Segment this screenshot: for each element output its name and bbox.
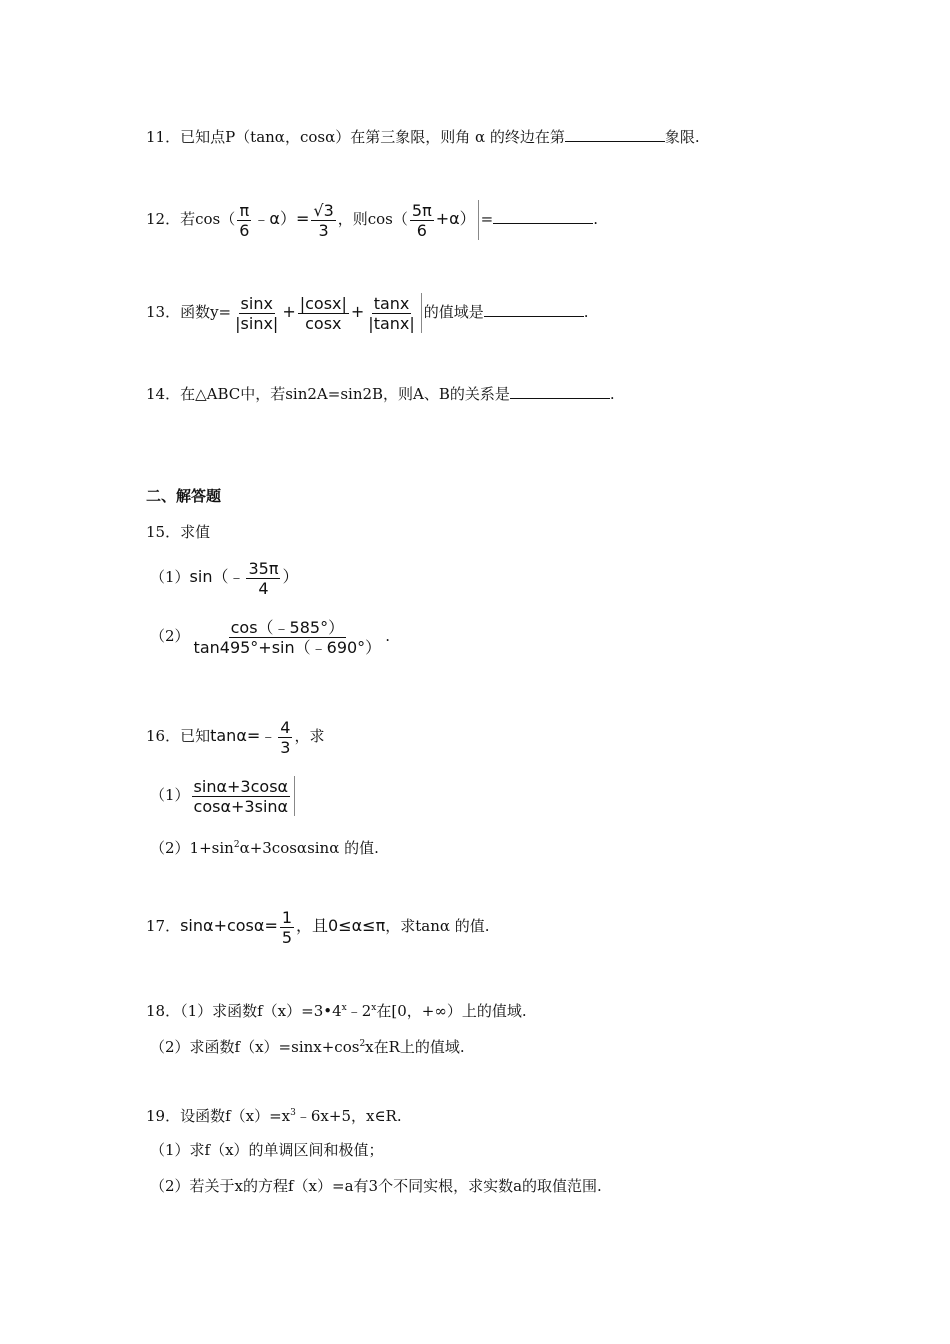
question-16 <box>146 714 324 758</box>
part-label: （1） <box>150 786 190 804</box>
q14-text: 14．在△ABC中，若sin2A=sin2B，则A、B的关系是 <box>146 385 510 403</box>
fraction-tanx: $\frac{\tan x}{|\tan x|}$ <box>368 293 415 333</box>
q12-mid1: ﹣α）= <box>253 209 310 228</box>
fraction-sqrt3-3: $\frac{√3}{3}$ <box>313 200 334 240</box>
q17-pre: 17． <box>146 917 181 935</box>
question-18-line-2 <box>150 1034 465 1057</box>
q18-l1-a: 18．（1）求函数f（x）=3•4 <box>146 1002 342 1020</box>
q18-l2-b: x在R上的值域. <box>365 1038 465 1056</box>
question-12 <box>146 197 598 241</box>
question-19-line-2: （1）求f（x）的单调区间和极值； <box>150 1141 384 1159</box>
q15-p1-post: ） <box>282 567 299 586</box>
q12-mid2: ，则cos（ <box>337 210 408 228</box>
q18-l1-c: 在[0，+∞）上的值域. <box>376 1002 527 1020</box>
question-11 <box>146 127 700 147</box>
superscript: x <box>371 1003 377 1013</box>
question-15-part-1 <box>150 555 299 599</box>
q12-end: . <box>593 210 599 228</box>
superscript: 3 <box>290 1108 296 1118</box>
q16-post: ，求 <box>294 727 325 745</box>
fraction-pi-6: $\frac{\pi}{6}$ <box>239 200 250 240</box>
q19-l1-b: ﹣6x+5，x∈R. <box>295 1107 402 1125</box>
plus-sign: + <box>350 302 365 321</box>
fraction-sinx: $\frac{\sin x}{|\sin x|}$ <box>235 293 279 333</box>
fraction-5pi-6: $\frac{5\pi}{6}$ <box>411 200 432 240</box>
fraction-35pi-4: $\frac{35\pi}{4}$ <box>248 558 279 598</box>
q18-l2-a: （2）求函数f（x）=sinx+cos <box>150 1038 360 1056</box>
answer-blank[interactable] <box>510 384 610 399</box>
question-13 <box>146 290 589 334</box>
part-label: （1） <box>150 568 190 586</box>
fraction-1-5: $\frac{1}{5}$ <box>281 907 293 947</box>
question-15-title: 15．求值 <box>146 523 211 541</box>
q11-suffix: 象限. <box>664 128 700 146</box>
q13-pre: 13．函数y= <box>146 303 232 321</box>
part-label: （2） <box>150 627 190 645</box>
fraction-4-3: $\frac{4}{3}$ <box>280 717 291 757</box>
q17-b: ，且0≤α≤π <box>296 916 386 935</box>
divider-bar <box>478 200 479 240</box>
q12-mid3: +α） <box>435 209 476 228</box>
question-17 <box>146 904 490 948</box>
q16-p2-b: α+3cosαsinα 的值. <box>239 839 379 857</box>
divider-bar <box>294 776 295 816</box>
question-19-line-1 <box>146 1103 402 1126</box>
q16-p2-a: 1+sin <box>189 839 234 857</box>
q13-end: . <box>583 303 589 321</box>
answer-blank[interactable] <box>565 127 665 142</box>
question-15-part-2 <box>150 614 390 658</box>
superscript: 2 <box>359 1039 366 1049</box>
q16-tan: tanα=﹣ <box>210 726 277 745</box>
fraction-sin-cos: $\frac{\sin\alpha+3\cos\alpha}{\cos\alpha+3\sin\alpha}$ <box>193 776 289 816</box>
q14-end: . <box>609 385 615 403</box>
q19-l1-a: 19．设函数f（x）=x <box>146 1107 291 1125</box>
part-label: （2） <box>150 839 190 857</box>
q17-post: ，求tanα 的值. <box>385 917 490 935</box>
answer-blank[interactable] <box>493 209 593 224</box>
q17-a: sinα+cosα= <box>180 916 278 935</box>
q18-l1-b: ﹣2 <box>346 1002 372 1020</box>
q12-pre: 12．若cos（ <box>146 210 236 228</box>
divider-bar <box>421 293 422 333</box>
question-14 <box>146 384 615 404</box>
question-16-part-2 <box>150 835 379 858</box>
section-title: 二、解答题 <box>146 487 222 505</box>
q12-eq: = <box>480 210 494 228</box>
question-16-part-1 <box>150 773 297 817</box>
superscript: 2 <box>233 840 240 850</box>
q15-p2-end: . <box>385 627 390 645</box>
answer-blank[interactable] <box>484 302 584 317</box>
question-18-line-1 <box>146 998 527 1021</box>
q16-pre: 16．已知 <box>146 727 211 745</box>
fraction-cosx: $\frac{|\cos x|}{\cos x}$ <box>299 293 347 333</box>
fraction-cos-tan: $\frac{\cos(﹣585^\circ)}{\tan 495^\circ+\sin(﹣690^\circ)}$ <box>193 617 382 657</box>
question-19-line-3: （2）若关于x的方程f（x）=a有3个不同实根，求实数a的取值范围. <box>150 1177 602 1195</box>
q13-mid: 的值域是 <box>423 303 484 321</box>
superscript: x <box>341 1003 347 1013</box>
plus-sign: + <box>282 302 296 321</box>
q11-text: 11．已知点P（tanα，cosα）在第三象限，则角 α 的终边在第 <box>146 128 565 146</box>
q15-p1-pre: sin（﹣ <box>189 567 245 586</box>
